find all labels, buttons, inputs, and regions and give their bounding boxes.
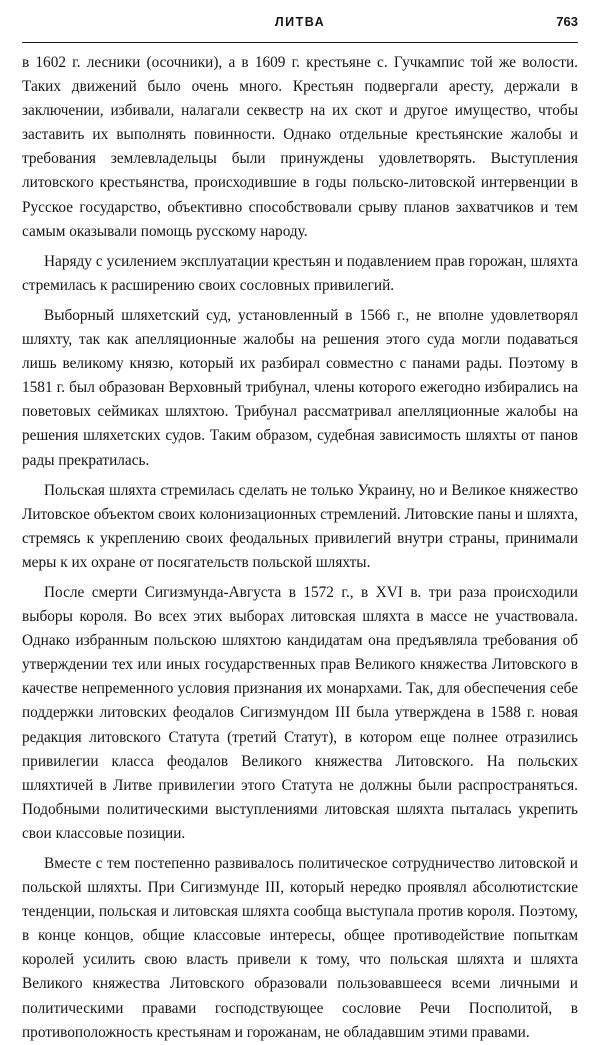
paragraph-4: Польская шляхта стремилась сделать не только Украину, но и Великое княжество Литовское объектом своих колонизационных стремлений. Литовские паны и шляхта, стремясь к укреплению своих феодальных привилегий внутри страны, принимали меры к их охране от посягательств польской шляхты.	[22, 481, 578, 571]
body-text	[22, 51, 578, 1045]
paragraph-3: Выборный шляхетский суд, установленный в 1566 г., не вполне удовлетворял шляхту, так как апелляционные жалобы на решения этого суда могли подаваться лишь великому князю, который их разбирал совместно с панами рады. Поэтому в 1581 г. был образован Верховный трибунал, члены которого ежегодно избирались на поветовых сеймиках шляхтою. Трибунал рассматривал апелляционные жалобы на решения шляхетских судов. Таким образом, судебная зависимость шляхты от панов рады прекратилась.	[22, 306, 578, 469]
paragraph-2: Наряду с усилением эксплуатации крестьян и подавлением прав горожан, шляхта стремилась к расширению своих сословных привилегий.	[22, 252, 578, 294]
paragraph-1: в 1602 г. лесники (осочники), а в 1609 г. крестьяне с. Гучкампис той же волости. Таких движений было очень много. Крестьян подвергали аресту, держали в заключении, избивали, налагали секвестр на их скот и другое имущество, чтобы заставить их выполнять повинности. Однако отдельные крестьянские жалобы и требования землевладельцы были принуждены удовлетворять. Выступления литовского крестьянства, происходившие в годы польско-литовской интервенции в Русское государство, объективно способствовали срыву планов захватчиков и тем самым оказывали помощь русскому народу.	[22, 54, 578, 240]
page-number: 763	[556, 14, 578, 29]
running-title: ЛИТВА	[274, 15, 326, 29]
paragraph-6: Вместе с тем постепенно развивалось политическое сотрудничество литовской и польской шляхты. При Сигизмунде III, который нередко проявлял абсолютистские тенденции, польская и литовская шляхта сообща выступала против короля. Поэтому, в конце концов, общие классовые интересы, общее противодействие попыткам королей усилить свою власть привели к тому, что польская шляхта и шляхта Великого княжества Литовского образовали пользовавшееся всеми личными и политическими правами господствующее сословие Речи Посполитой, в противоположность крестьянам и горожанам, не обладавшим этими правами.	[22, 855, 578, 1041]
page-header	[22, 12, 578, 43]
paragraph-5: После смерти Сигизмунда-Августа в 1572 г., в XVI в. три раза происходили выборы короля. Во всех этих выборах литовская шляхта в массе не участвовала. Однако избранным польскою шляхтою кандидатам она предъявляла требования об утверждении тех или иных государственных прав Великого княжества Литовского в качестве непременного условия признания их монархами. Так, для обеспечения себе поддержки литовских феодалов Сигизмундом III была утверждена в 1588 г. новая редакция литовского Статута (третий Статут), в котором еще полнее отразились привилегии класса феодалов Великого княжества Литовского. На польских шляхтичей в Литве привилегии этого Статута не должны были распространяться. Подобными политическими выступлениями литовская шляхта пыталась укрепить свои классовые позиции.	[22, 583, 578, 842]
book-page	[22, 12, 578, 1041]
